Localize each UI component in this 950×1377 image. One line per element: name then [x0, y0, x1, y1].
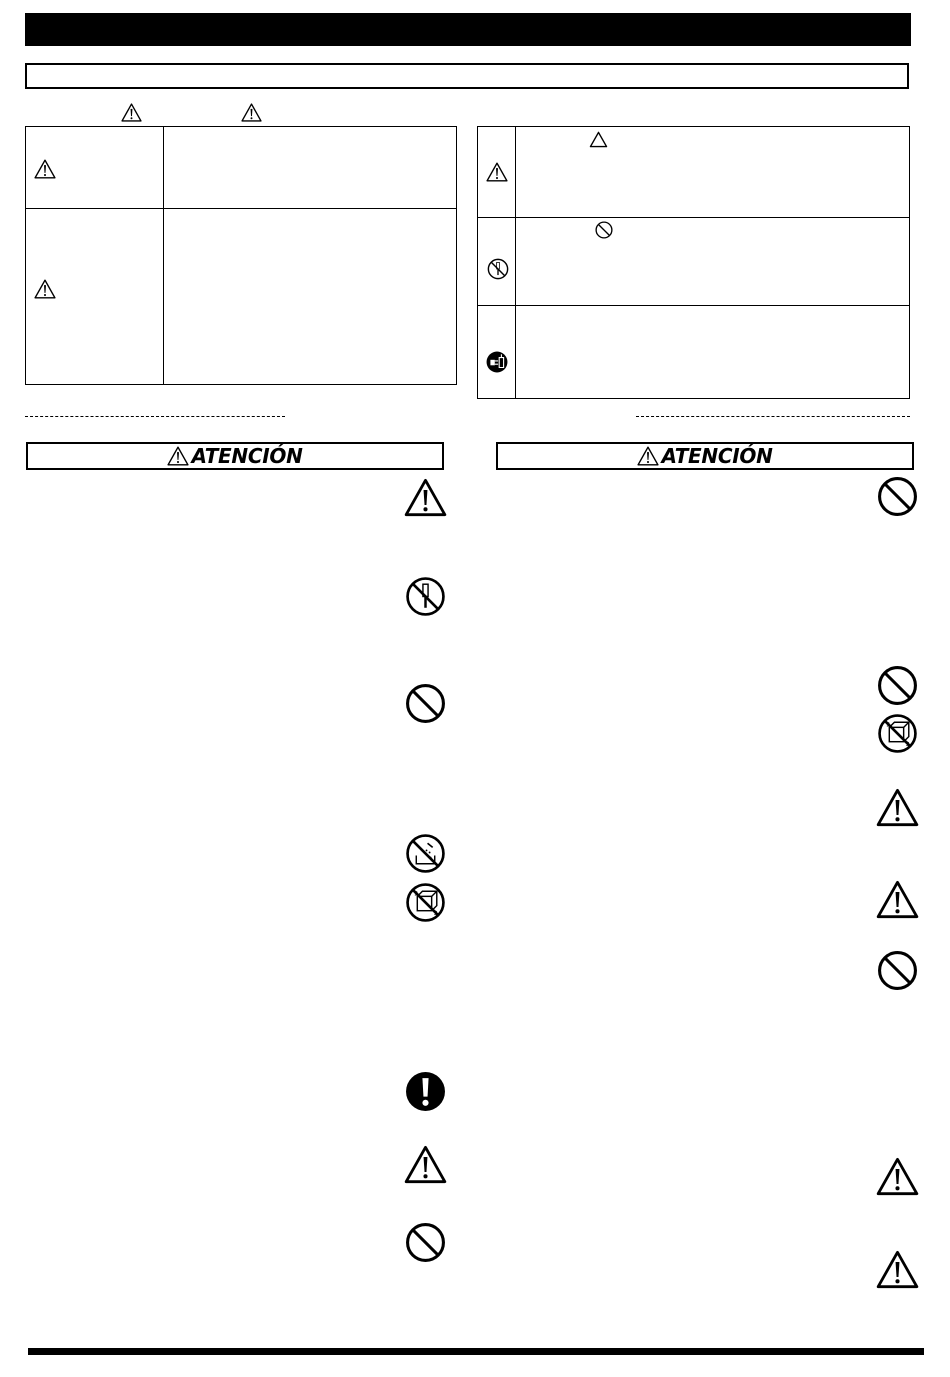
warning-triangle-icon — [34, 159, 56, 179]
divider-right — [636, 416, 910, 417]
top-black-bar — [25, 13, 911, 46]
mandatory-icon — [405, 1071, 446, 1112]
no-water-icon — [405, 833, 446, 874]
section-heading-right-text: ATENCIÓN — [661, 444, 773, 468]
warning-triangle-icon — [404, 478, 447, 517]
section-heading-left — [26, 442, 444, 470]
prohibited-icon — [877, 476, 918, 517]
warning-triangle-icon — [167, 446, 189, 466]
warning-triangle-icon — [486, 162, 508, 182]
header-box — [25, 63, 909, 89]
caution-triangle-icon — [589, 131, 608, 148]
warning-triangle-icon — [876, 880, 919, 919]
warning-triangle-icon — [121, 103, 142, 122]
warning-triangle-icon — [241, 103, 262, 122]
no-children-icon — [877, 713, 918, 754]
warning-triangle-icon — [876, 1250, 919, 1289]
legend-table-right — [477, 126, 910, 399]
prohibited-icon — [877, 950, 918, 991]
section-heading-right — [496, 442, 914, 470]
prohibited-icon — [877, 665, 918, 706]
no-disassemble-icon — [487, 258, 509, 280]
prohibited-icon — [405, 683, 446, 724]
warning-triangle-icon — [637, 446, 659, 466]
no-children-icon — [405, 882, 446, 923]
warning-triangle-icon — [876, 788, 919, 827]
unplug-icon — [486, 351, 508, 373]
bottom-black-bar — [28, 1348, 924, 1355]
legend-table-left — [25, 126, 457, 385]
prohibited-icon — [595, 221, 613, 239]
warning-triangle-icon — [34, 279, 56, 299]
no-disassemble-icon — [405, 576, 446, 617]
warning-triangle-icon — [404, 1145, 447, 1184]
divider-left — [25, 416, 285, 417]
prohibited-icon — [405, 1222, 446, 1263]
warning-triangle-icon — [876, 1157, 919, 1196]
section-heading-left-text: ATENCIÓN — [191, 444, 303, 468]
